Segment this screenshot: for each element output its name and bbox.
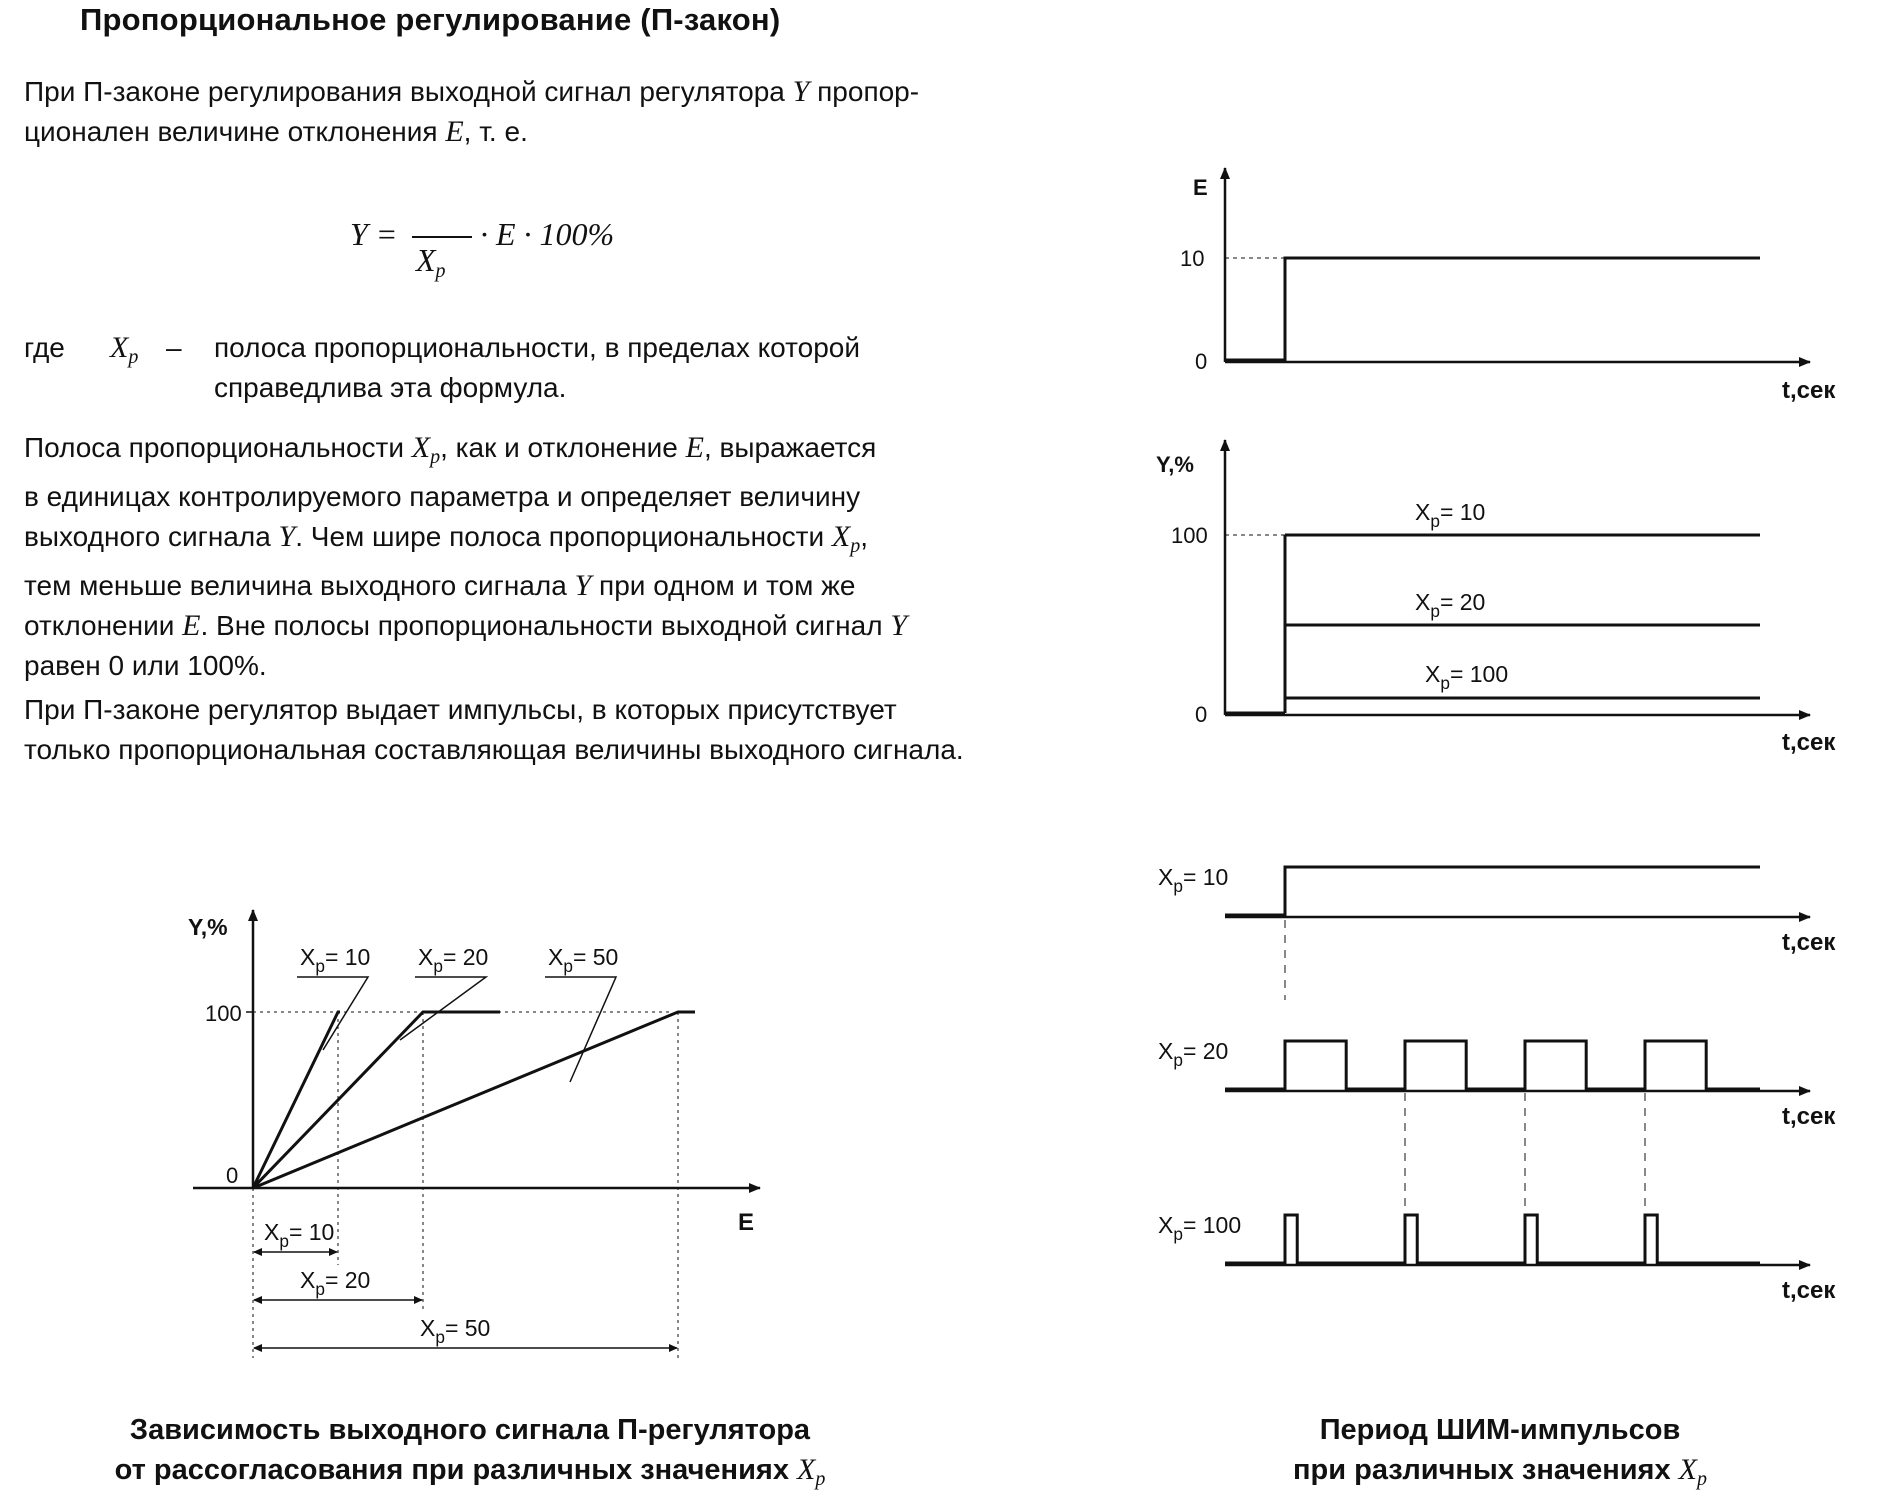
leader-xp-20 bbox=[400, 977, 486, 1040]
left-diagram bbox=[193, 910, 760, 1362]
y-level-label-1: $X_p= 20$ bbox=[1415, 589, 1486, 621]
line-label-xp-20: $X_p= 20$ bbox=[418, 944, 489, 976]
pwm-label-1: $X_p= 20$ bbox=[1158, 1038, 1229, 1070]
y-response-diagram bbox=[1225, 440, 1810, 715]
band-label-xp-10: $X_p= 10$ bbox=[264, 1219, 335, 1251]
response-line-xp-50 bbox=[253, 1012, 695, 1188]
formula: Y = Xp · E · 100% bbox=[350, 216, 615, 282]
e-tick-10: 10 bbox=[1180, 246, 1205, 271]
time-label-2: t,сек bbox=[1782, 729, 1836, 756]
y-tick-0: 0 bbox=[1195, 702, 1208, 727]
leader-xp-50 bbox=[545, 977, 616, 1082]
pwm-diagram bbox=[1225, 867, 1810, 1265]
y-tick-100: 100 bbox=[1171, 523, 1208, 548]
pwm-trace-0 bbox=[1225, 867, 1760, 915]
page-title: Пропорциональное регулирование (П-закон) bbox=[80, 2, 781, 37]
time-label-5: t,сек bbox=[1782, 1277, 1836, 1304]
left-tick-0: 0 bbox=[226, 1163, 239, 1188]
left-x-axis-label: E bbox=[738, 1209, 755, 1236]
y-level-label-2: $X_p= 100$ bbox=[1425, 661, 1509, 693]
y-axis-label: Y,% bbox=[1156, 452, 1194, 477]
left-tick-100: 100 bbox=[205, 1001, 242, 1026]
e-axis-label: E bbox=[1193, 175, 1208, 200]
band-paragraph: Полоса пропорциональности $X_p$, как и отклонение E, выражается в единицах контролируемого параметра и определяет величину выходного сигнала Y. Чем шире полоса пропорциональности $X_p$, тем меньше величина выходного сигнала Y при одном и том же отклонении E. Вне полосы пропорциональности выходной сигнал Y равен 0 или 100%. bbox=[24, 431, 907, 681]
left-y-axis-label: Y,% bbox=[188, 914, 228, 940]
time-label-1: t,сек bbox=[1782, 377, 1836, 404]
time-label-4: t,сек bbox=[1782, 1103, 1836, 1130]
leader-xp-10 bbox=[297, 977, 368, 1050]
y-level-label-0: $X_p= 10$ bbox=[1415, 499, 1486, 531]
time-label-3: t,сек bbox=[1782, 929, 1836, 956]
intro-paragraph: При П-законе регулирования выходной сигнал регулятора Y пропор- ционален величине отклонения E, т. е. bbox=[24, 75, 920, 148]
line-label-xp-10: $X_p= 10$ bbox=[300, 944, 371, 976]
response-line-xp-10 bbox=[253, 1012, 340, 1188]
e-tick-0: 0 bbox=[1195, 349, 1208, 374]
pulse-paragraph: При П-законе регулятор выдает импульсы, в которых присутствует только пропорциональная составляющая величины выходного сигнала. bbox=[24, 694, 964, 765]
pwm-trace-2 bbox=[1225, 1215, 1760, 1263]
pwm-label-0: $X_p= 10$ bbox=[1158, 864, 1229, 896]
band-label-xp-50: $X_p= 50$ bbox=[420, 1315, 491, 1347]
pwm-label-2: $X_p= 100$ bbox=[1158, 1212, 1242, 1244]
caption-right: Период ШИМ-импульсов при различных значениях $X_p$ bbox=[1293, 1414, 1707, 1490]
e-step-diagram bbox=[1225, 168, 1810, 362]
caption-left: Зависимость выходного сигнала П-регулятора от рассогласования при различных значениях $X_p$ bbox=[114, 1414, 826, 1490]
e-step-line bbox=[1225, 258, 1760, 360]
pwm-trace-1 bbox=[1225, 1041, 1760, 1089]
line-label-xp-50: $X_p= 50$ bbox=[548, 944, 619, 976]
band-label-xp-20: $X_p= 20$ bbox=[300, 1267, 371, 1299]
